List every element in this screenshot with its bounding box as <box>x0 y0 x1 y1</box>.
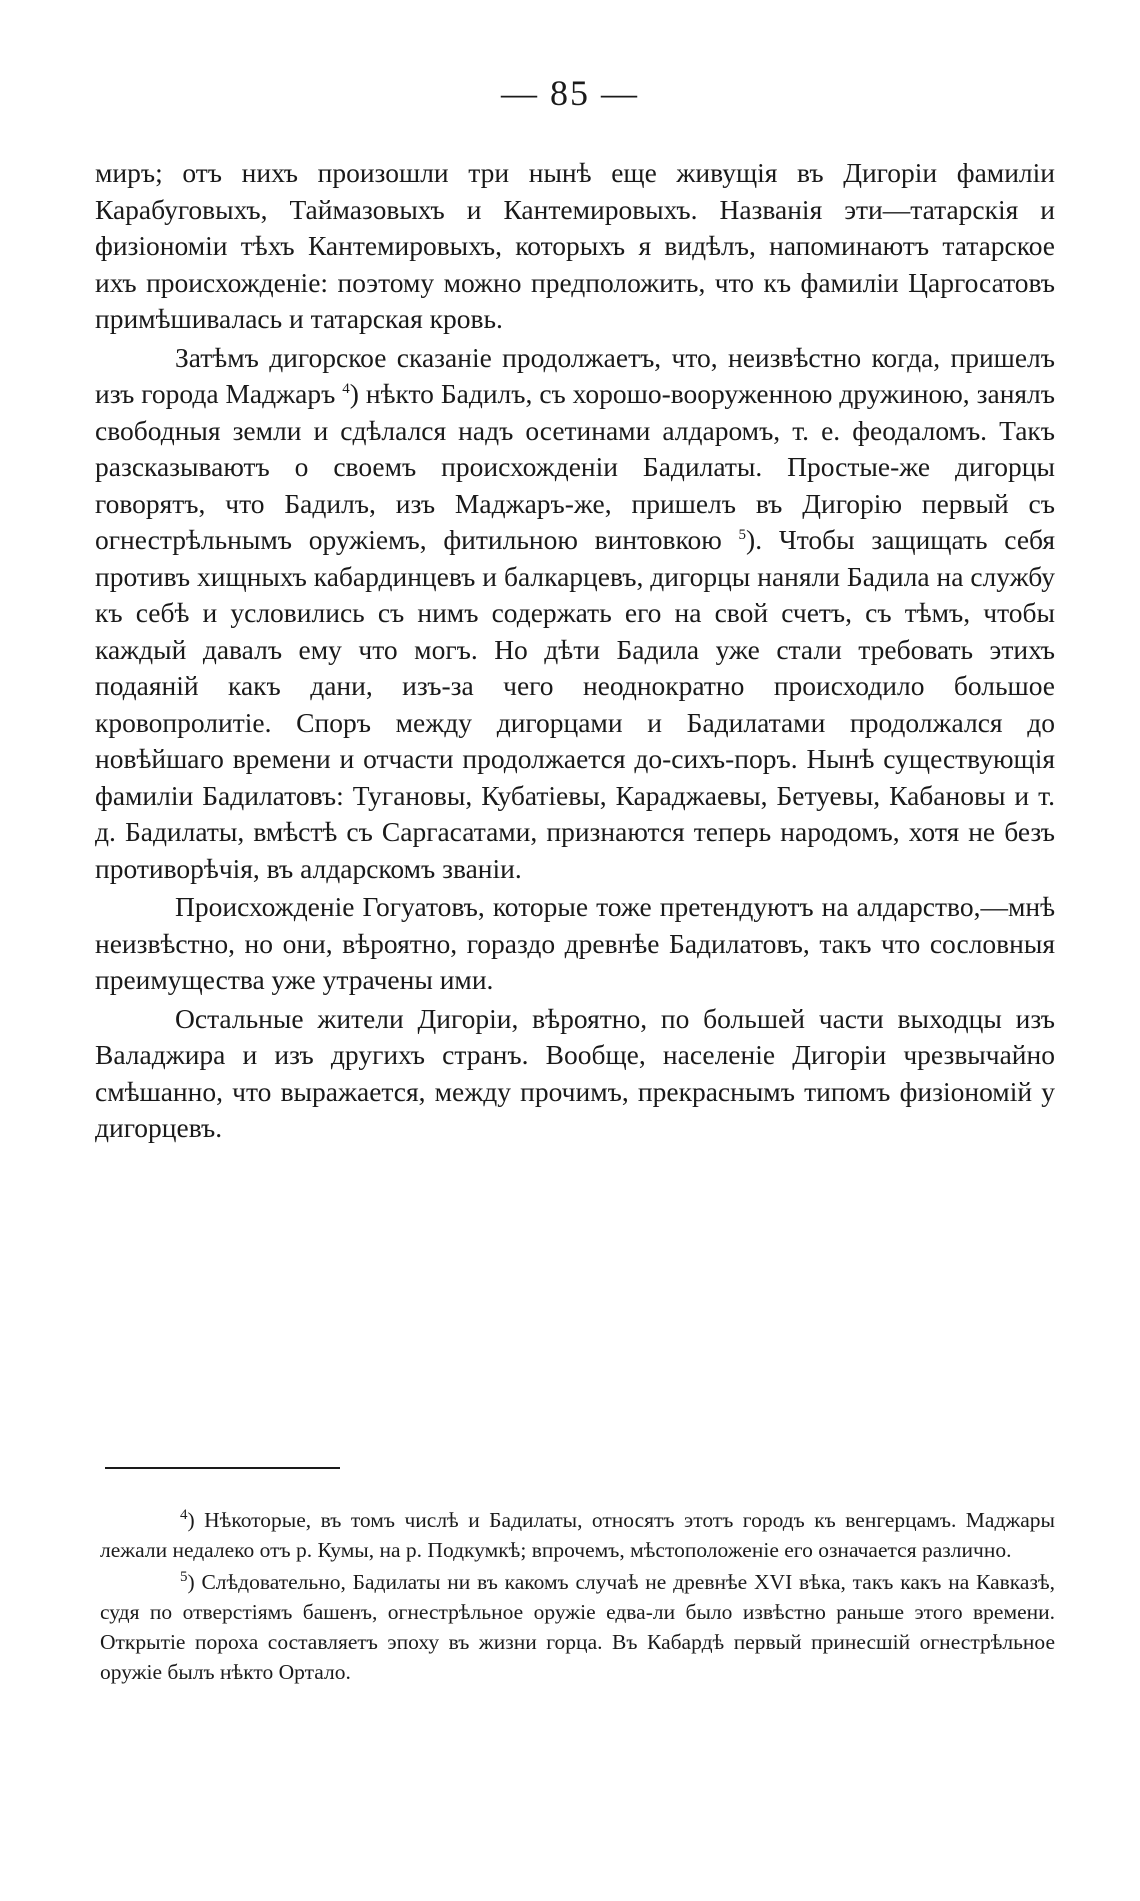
paragraph-4: Остальные жители Дигоріи, вѣроятно, по большей части выходцы изъ Валаджира и изъ другихъ странъ. Вообще, населеніе Дигоріи чрезвычайно смѣшанно, что выражается, между прочимъ, прекраснымъ типомъ физіономій у дигорцевъ. <box>95 1002 1055 1143</box>
paragraph-2-part-2: ) нѣкто Бадилъ, съ хорошо-вооруженною дружиною, занялъ свободныя земли и сдѣлался надъ осетинами алдаромъ, т. е. феодаломъ. Такъ разсказываютъ о своемъ происхожденіи Бадилаты. Простые-же дигорцы говорятъ, что Бадилъ, изъ Маджаръ-же, пришелъ въ Дигорію первый съ огнестрѣльнымъ оружіемъ, фитильною винтовкою <box>95 378 1056 555</box>
paragraph-2-part-3: ). Чтобы защищать себя противъ хищныхъ кабардинцевъ и балкарцевъ, дигорцы наняли Бадила на службу къ себѣ и условились съ нимъ содержать его на свой счетъ, съ тѣмъ, чтобы каждый давалъ ему что могъ. Но дѣти Бадила уже стали требовать этихъ подаяній какъ дани, изъ-за чего неоднократно происходило большое кровопролитіе. Споръ между дигорцами и Бадилатами продолжался до новѣйшаго времени и отчасти продолжается до-сихъ-поръ. Нынѣ существующія фамиліи Бадилатовъ: Тугановы, Кубатіевы, Караджаевы, Бетуевы, Кабановы и т. д. Бадилаты, вмѣстѣ съ Саргасатами, признаются теперь народомъ, хотя не безъ противорѣчія, въ алдарскомъ званіи. <box>95 524 1056 884</box>
footnotes <box>100 1505 1055 1687</box>
footnote-5 <box>100 1567 1055 1687</box>
footnote-ref-4: 4 <box>342 380 350 397</box>
paragraph-2 <box>95 340 1055 888</box>
footnote-separator <box>105 1467 340 1469</box>
footnote-4 <box>100 1505 1055 1565</box>
paragraph-2-part-1: Затѣмъ дигорское сказаніе продолжаетъ, что, неизвѣстно когда, пришелъ изъ города Маджаръ <box>95 341 1055 409</box>
footnote-5-text: ) Слѣдовательно, Бадилаты ни въ какомъ случаѣ не древнѣе XVI вѣка, такъ какъ на Кавказѣ, судя по отверстіямъ башенъ, огнестрѣльное оружіе едва-ли было извѣстно раньше этого времени. Открытіе пороха составляетъ эпоху въ жизни горца. Въ Кабардѣ первый принесшій огнестрѣльное оружіе былъ нѣкто Ортало. <box>100 1570 1055 1684</box>
footnote-4-text: ) Нѣкоторые, въ томъ числѣ и Бадилаты, относятъ этотъ городъ къ венгерцамъ. Маджары лежали недалеко отъ р. Кумы, на р. Подкумкѣ; впрочемъ, мѣстоположеніе его означается различно. <box>100 1508 1055 1562</box>
footnote-5-marker: 5 <box>180 1568 188 1585</box>
paragraph-1: миръ; отъ нихъ произошли три нынѣ еще живущія въ Дигоріи фамиліи Карабуговыхъ, Таймазовыхъ и Кантемировыхъ. Названія эти—татарскія и физіономіи тѣхъ Кантемировыхъ, которыхъ я видѣлъ, напоминаютъ татарское ихъ происхожденіе: поэтому можно предположить, что къ фамиліи Царгосатовъ примѣшивалась и татарская кровь. <box>95 157 1055 334</box>
page-number: — 85 — <box>501 73 639 113</box>
main-text <box>95 155 1055 1147</box>
footnote-4-marker: 4 <box>180 1506 188 1523</box>
paragraph-3: Происхожденіе Гогуатовъ, которые тоже претендуютъ на алдарство,—мнѣ неизвѣстно, но они, вѣроятно, гораздо древнѣе Бадилатовъ, такъ что сословныя преимущества уже утрачены ими. <box>95 891 1055 995</box>
footnote-ref-5: 5 <box>738 526 747 543</box>
